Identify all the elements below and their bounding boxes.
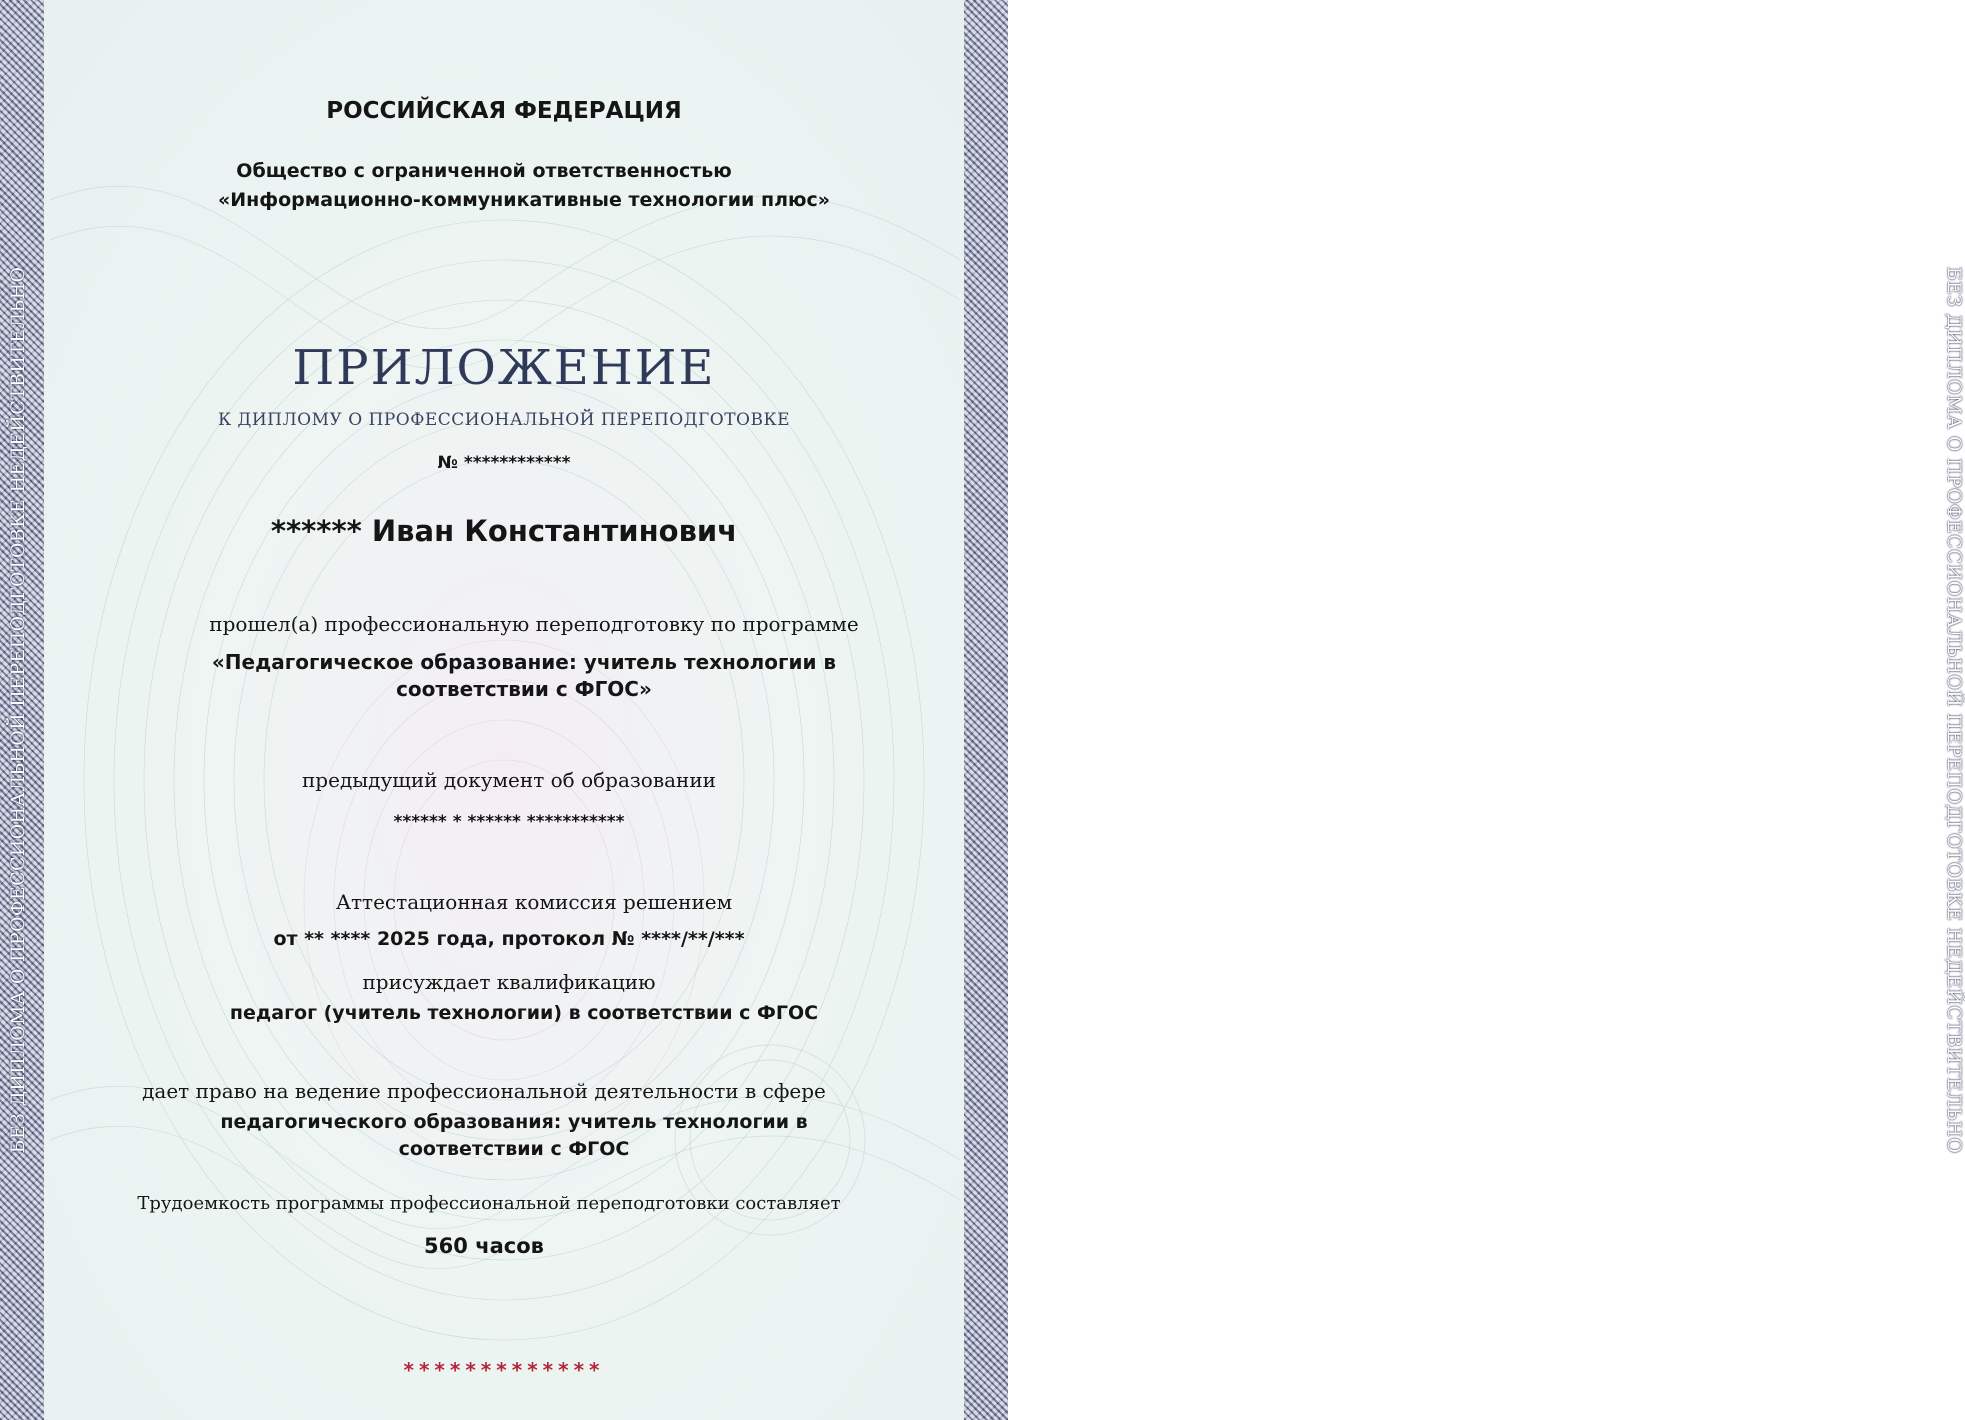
- organization-line-1: Общество с ограниченной ответственностью: [236, 160, 732, 182]
- program-name-line-2: соответствии с ФГОС»: [396, 677, 652, 701]
- country-title: РОССИЙСКАЯ ФЕДЕРАЦИЯ: [326, 98, 682, 124]
- passed-text: прошел(а) профессиональную переподготовку по программе: [209, 612, 859, 636]
- security-border-right: [964, 0, 1965, 1420]
- workload-text: Трудоемкость программы профессиональной переподготовки составляет: [137, 1193, 841, 1214]
- organization-line-2: «Информационно-коммуникативные технологии плюс»: [217, 189, 831, 211]
- security-border-left: [0, 0, 44, 1420]
- commission-text: Аттестационная комиссия решением: [335, 890, 733, 914]
- document-number: № ************: [437, 453, 571, 473]
- border-text-left: БЕЗ ДИПЛОМА О ПРОФЕССИОНАЛЬНОЙ ПЕРЕПОДГОТОВКЕ НЕДЕЙСТВИТЕЛЬНО: [7, 266, 29, 1154]
- document-heading: ПРИЛОЖЕНИЕ: [292, 340, 716, 396]
- program-hours: 560 часов: [424, 1234, 544, 1258]
- previous-document-label: предыдущий документ об образовании: [301, 768, 717, 792]
- document-subheading: К ДИПЛОМУ О ПРОФЕССИОНАЛЬНОЙ ПЕРЕПОДГОТОВКЕ: [217, 410, 791, 430]
- qualification-text: педагог (учитель технологии) в соответствии с ФГОС: [229, 1002, 819, 1024]
- awards-text: присуждает квалификацию: [362, 970, 656, 994]
- recipient-name: ****** Иван Константинович: [270, 514, 738, 548]
- sphere-line-1: педагогического образования: учитель технологии в: [220, 1111, 808, 1133]
- previous-document-value: ****** * ****** ***********: [393, 812, 625, 832]
- program-name-line-1: «Педагогическое образование: учитель технологии в: [211, 650, 837, 674]
- protocol-text: от ** **** 2025 года, протокол № ****/**/***: [273, 928, 745, 950]
- professional-right-text: дает право на ведение профессиональной деятельности в сфере: [142, 1079, 826, 1103]
- border-text-right: БЕЗ ДИПЛОМА О ПРОФЕССИОНАЛЬНОЙ ПЕРЕПОДГОТОВКЕ НЕДЕЙСТВИТЕЛЬНО: [1943, 266, 1965, 1154]
- serial-number: *************: [403, 1358, 605, 1382]
- sphere-line-2: соответствии с ФГОС: [398, 1138, 630, 1160]
